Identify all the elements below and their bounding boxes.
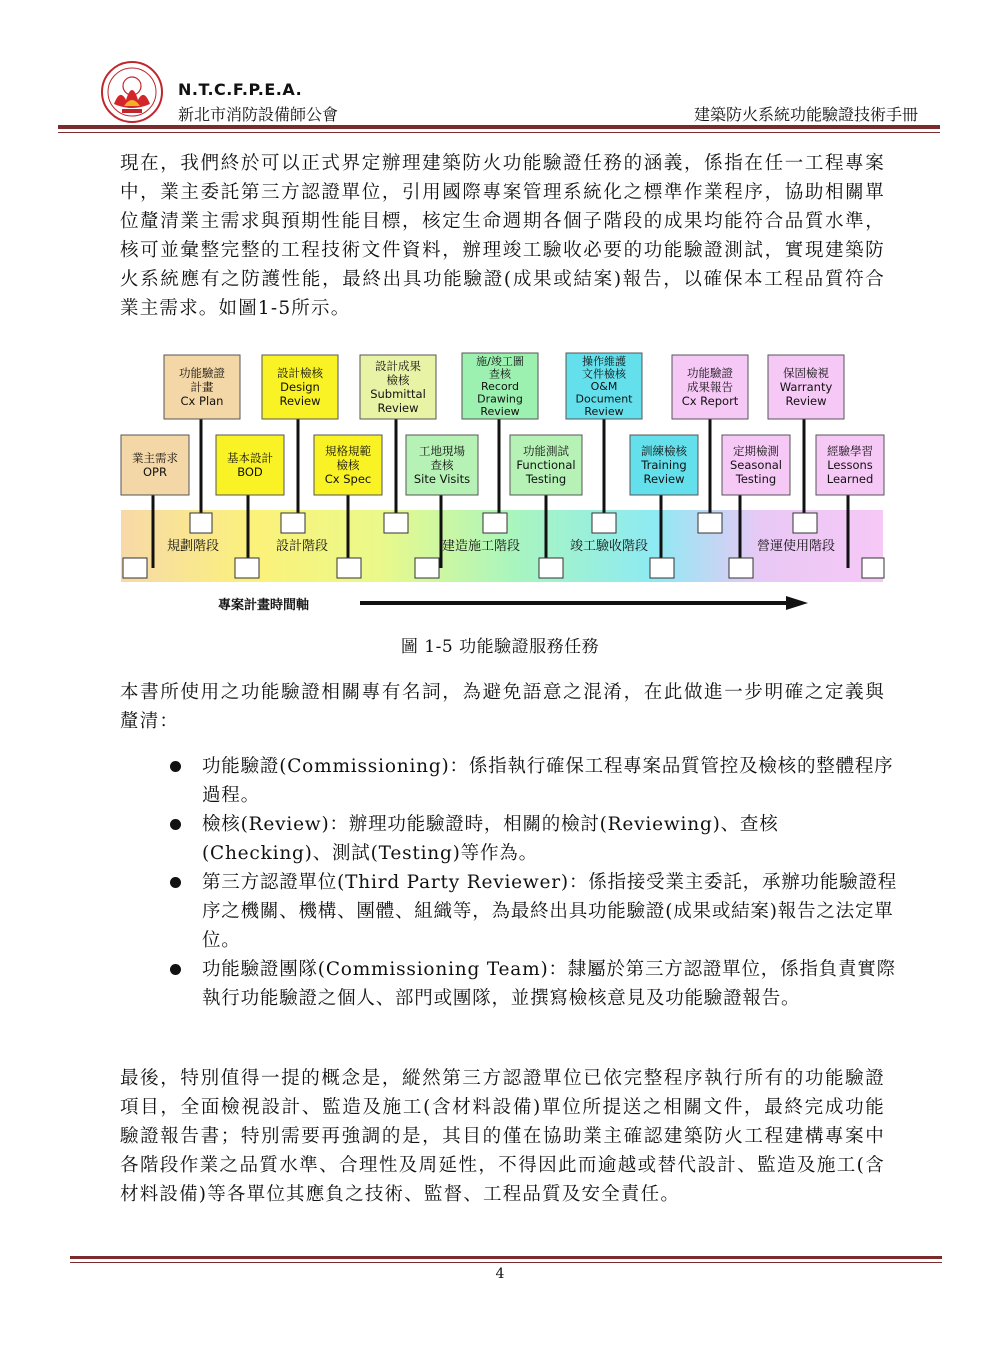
figure-caption: 圖 1-5 功能驗證服務任務 <box>400 637 600 657</box>
list-item-text: 檢核(Review)：辦理功能驗證時，相關的檢討(Reviewing)、查核(Checking)、測試(Testing)等作為。 <box>202 814 779 864</box>
bottom-task-box-label: Review <box>643 472 685 486</box>
bottom-task-box-label: Testing <box>735 472 777 486</box>
bottom-task-box-label: Lessons <box>827 458 873 472</box>
top-task-box-label: 成果報告 <box>687 380 733 394</box>
top-task-box-label: 設計成果 <box>375 359 421 373</box>
list-item-text: 功能驗證(Commissioning)：係指執行確保工程專案品質管控及檢核的整體程序過程。 <box>202 756 894 806</box>
top-task-box-label: Drawing <box>477 392 523 406</box>
top-task-box-label: Submittal <box>370 387 426 401</box>
top-task-box-label: Document <box>575 392 633 406</box>
bullet-icon <box>170 877 181 888</box>
org-name: 新北市消防設備師公會 <box>178 105 339 124</box>
timeline-arrow-head <box>786 596 808 610</box>
bottom-task-box-label: OPR <box>143 465 167 479</box>
list-item <box>160 868 900 955</box>
definitions-list <box>160 752 900 1013</box>
list-item-text: 功能驗證團隊(Commissioning Team)：隸屬於第三方認證單位，係指負責實際執行功能驗證之個人、部門或團隊，並撰寫檢核意見及功能驗證報告。 <box>202 959 896 1009</box>
bottom-task-box-label: Site Visits <box>413 472 471 486</box>
top-task-box-label: Cx Report <box>681 394 739 408</box>
phase-label: 規劃階段 <box>166 539 220 554</box>
bullet-icon <box>170 964 181 975</box>
top-task-box-label: 操作維護 <box>582 355 626 368</box>
phase-label: 竣工驗收階段 <box>569 539 649 554</box>
top-task-box-label: 檢核 <box>386 373 410 387</box>
top-task-box-label: 查核 <box>489 367 511 381</box>
phase-label: 營運使用階段 <box>756 539 836 554</box>
top-task-box-label: 功能驗證 <box>179 366 225 380</box>
bullet-icon <box>170 819 181 830</box>
bottom-task-box-label: Testing <box>525 472 567 486</box>
header-rule-thin <box>58 132 940 133</box>
bottom-task-box-label: Seasonal <box>730 458 782 472</box>
top-task-box-label: Warranty <box>779 380 833 394</box>
list-item <box>160 810 900 868</box>
bottom-task-box-label: 訓練檢核 <box>641 444 687 458</box>
org-abbreviation: N.T.C.F.P.E.A. <box>178 80 303 99</box>
bottom-task-box-label: 經驗學習 <box>827 444 873 458</box>
bottom-task-box-label: 查核 <box>430 458 454 472</box>
bottom-task-box-label: Learned <box>826 472 874 486</box>
bottom-task-box-label: 規格規範 <box>325 444 371 458</box>
timeline-label: 專案計畫時間軸 <box>218 598 310 613</box>
bottom-task-box-label: 工地現場 <box>419 444 465 458</box>
bottom-task-box-label: 功能測試 <box>523 444 569 458</box>
footer-rule-thin <box>70 1262 942 1263</box>
bottom-task-box-label: Cx Spec <box>324 472 372 486</box>
footer-rule-thick <box>70 1256 942 1259</box>
page-number: 4 <box>495 1266 505 1282</box>
top-task-box-label: 設計檢核 <box>277 366 323 380</box>
top-task-box-label: 計畫 <box>190 380 214 394</box>
bullet-icon <box>170 761 181 772</box>
top-task-box-label: 功能驗證 <box>687 366 733 380</box>
bottom-task-box-label: 檢核 <box>336 458 360 472</box>
paragraph-definitions-intro: 本書所使用之功能驗證相關專有名詞，為避免語意之混淆，在此做進一步明確之定義與釐清： <box>120 682 885 732</box>
top-task-box-label: Review <box>279 394 321 408</box>
top-task-box-label: Review <box>785 394 827 408</box>
top-task-box-label: Record <box>480 380 520 393</box>
bottom-task-box-label: 基本設計 <box>227 451 273 465</box>
bottom-task-box-label: Functional <box>516 458 576 472</box>
paragraph-intro: 現在，我們終於可以正式界定辦理建築防火功能驗證任務的涵義，係指在任一工程專案中，業主委託第三方認證單位，引用國際專案管理系統化之標準作業程序，協助相關單位釐清業主需求與預期性能目標，核定生命週期各個子階段的成果均能符合品質水準，核可並彙整完整的工程技術文件資料，辦理竣工驗收必要的功能驗證測試，實現建築防火系統應有之防護性能，最終出具功能驗證(成果或結案)報告，以確保本工程品質符合業主需求。如圖1-5所示。 <box>120 153 885 319</box>
page-header <box>0 0 1000 140</box>
top-task-box-label: O&M <box>590 380 618 393</box>
bottom-task-box-label: Training <box>641 458 687 472</box>
bottom-task-box-label: BOD <box>237 465 263 479</box>
paragraph-conclusion: 最後，特別值得一提的概念是，縱然第三方認證單位已依完整程序執行所有的功能驗證項目，全面檢視設計、監造及施工(含材料設備)單位所提送之相關文件，最終完成功能驗證報告書；特別需要再強調的是，其目的僅在協助業主確認建築防火工程建構專案中各階段作業之品質水準、合理性及周延性，不得因此而逾越或替代設計、監造及施工(含材料設備)等各單位其應負之技術、監督、工程品質及安全責任。 <box>120 1068 885 1205</box>
top-task-box-label: Design <box>280 380 320 394</box>
commissioning-tasks-diagram <box>118 350 886 620</box>
top-task-box-label: Review <box>480 405 520 418</box>
association-logo <box>100 60 164 124</box>
phase-label: 設計階段 <box>275 539 329 554</box>
top-task-box-label: Review <box>584 405 624 418</box>
list-item <box>160 752 900 810</box>
top-task-box-label: Cx Plan <box>180 394 224 408</box>
header-rule-thick <box>58 125 940 129</box>
phase-label: 建造施工階段 <box>441 539 521 554</box>
list-item-text: 第三方認證單位(Third Party Reviewer)：係指接受業主委託，承辦功能驗證程序之機關、機構、團體、組織等，為最終出具功能驗證(成果或結案)報告之法定單位。 <box>202 872 898 951</box>
manual-title: 建築防火系統功能驗證技術手冊 <box>693 105 918 124</box>
top-task-box-label: 文件檢核 <box>582 367 626 381</box>
bottom-task-box-label: 定期檢測 <box>733 444 779 458</box>
top-task-box-label: 施/竣工圖 <box>476 355 524 368</box>
bottom-task-box-label: 業主需求 <box>132 451 178 465</box>
top-task-box-label: Review <box>377 401 419 415</box>
top-task-box-label: 保固檢視 <box>783 366 829 380</box>
list-item <box>160 955 900 1013</box>
